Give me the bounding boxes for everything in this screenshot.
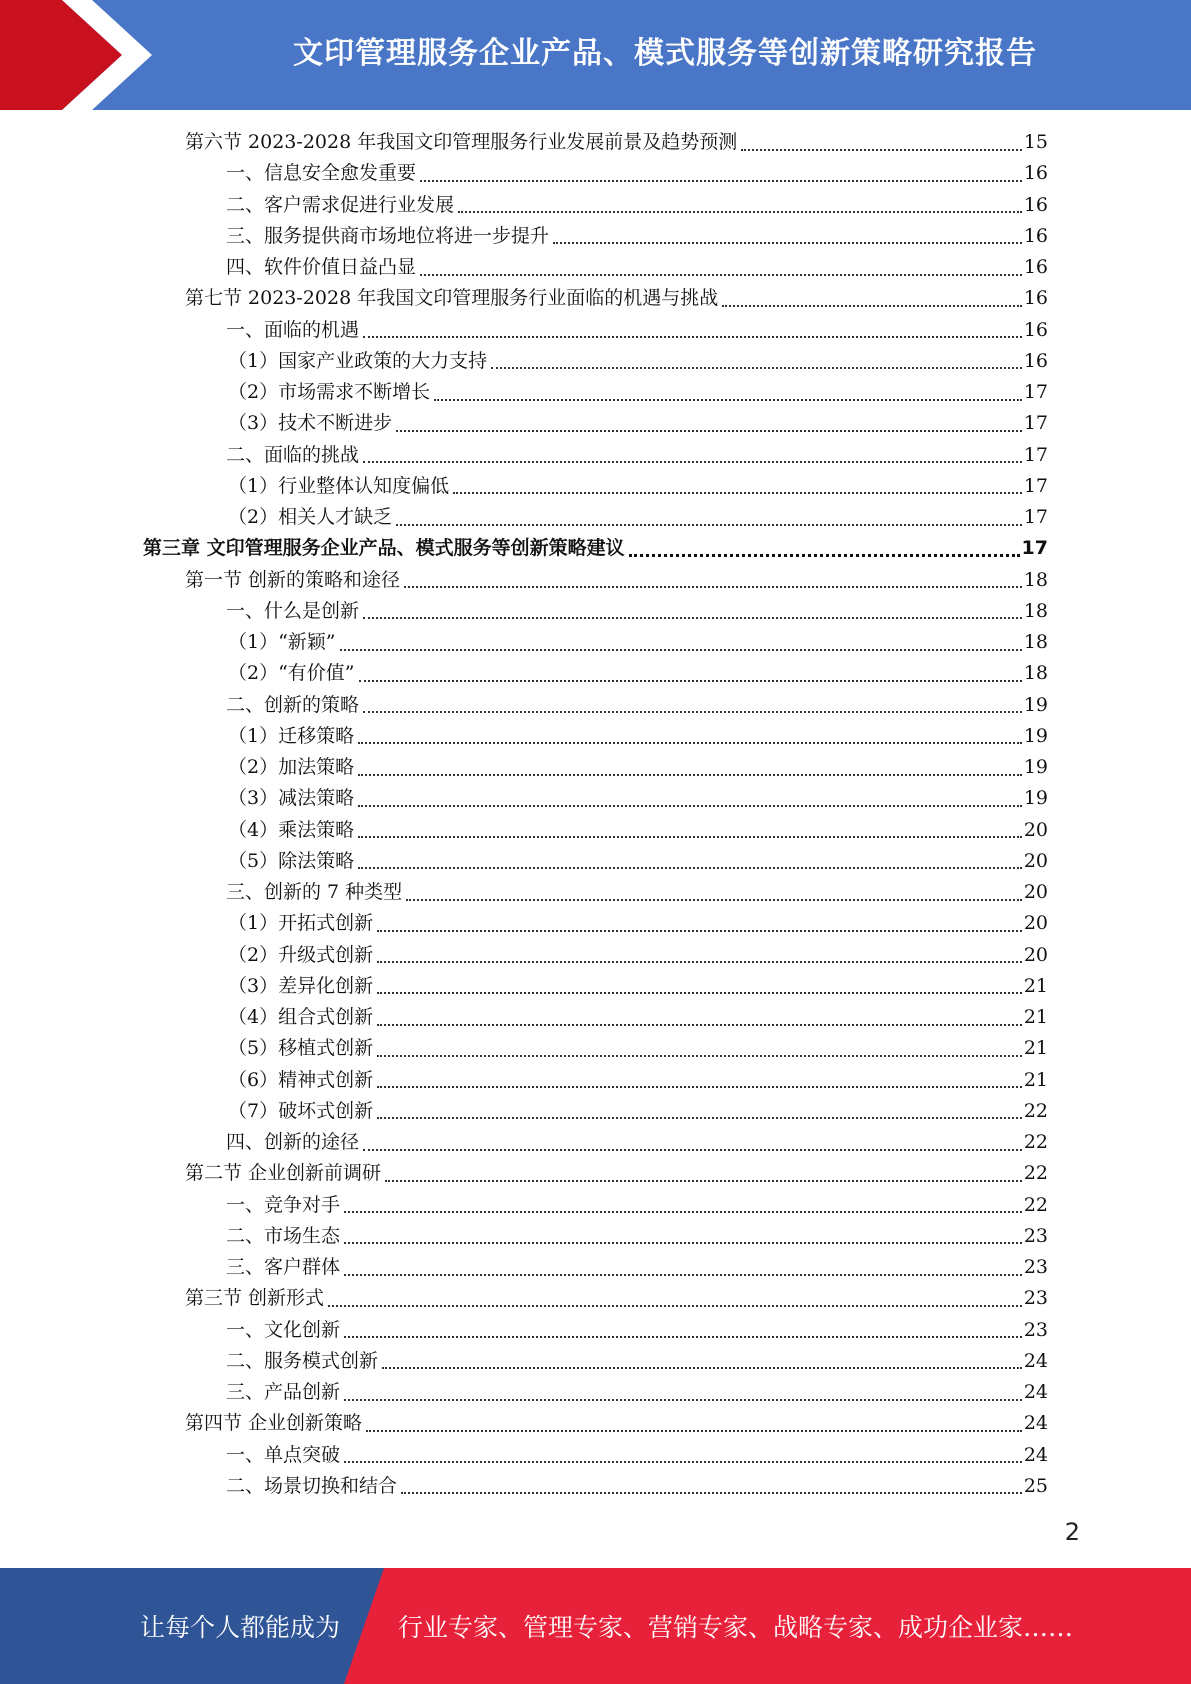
toc-entry-page: 17 xyxy=(1023,443,1048,466)
toc-entry[interactable] xyxy=(226,1471,1048,1502)
toc-entry-label: （1）行业整体认知度偏低 xyxy=(228,474,450,497)
toc-entry-label: 二、客户需求促进行业发展 xyxy=(226,193,455,216)
toc-leader-dots xyxy=(404,586,1022,588)
toc-entry-page: 22 xyxy=(1023,1193,1048,1216)
toc-entry[interactable] xyxy=(228,408,1048,439)
toc-leader-dots xyxy=(344,1399,1022,1401)
toc-entry[interactable] xyxy=(228,658,1048,689)
toc-leader-dots xyxy=(358,836,1022,838)
toc-entry-page: 22 xyxy=(1023,1162,1048,1185)
toc-entry[interactable] xyxy=(226,690,1048,721)
toc-entry[interactable] xyxy=(185,1283,1048,1314)
toc-leader-dots xyxy=(377,1055,1022,1057)
toc-entry-page: 19 xyxy=(1023,693,1048,716)
toc-leader-dots xyxy=(344,1461,1022,1463)
toc-leader-dots xyxy=(363,461,1022,463)
toc-leader-dots xyxy=(741,149,1022,151)
toc-entry-page: 20 xyxy=(1023,943,1048,966)
toc-entry-page: 16 xyxy=(1023,224,1048,247)
toc-entry[interactable] xyxy=(228,815,1048,846)
toc-entry-label: 第三节 创新形式 xyxy=(185,1287,325,1310)
toc-entry-page: 20 xyxy=(1023,912,1048,935)
toc-leader-dots xyxy=(553,242,1022,244)
toc-entry-label: （1）“新颖” xyxy=(228,631,336,653)
toc-entry-label: （5）除法策略 xyxy=(228,849,355,872)
toc-chapter-entry[interactable] xyxy=(143,533,1048,564)
toc-entry-page: 23 xyxy=(1023,1287,1048,1310)
toc-leader-dots xyxy=(458,211,1022,213)
toc-entry-label: 四、软件价值日益凸显 xyxy=(226,256,417,278)
toc-entry-label: （1）国家产业政策的大力支持 xyxy=(228,349,488,372)
toc-leader-dots xyxy=(396,430,1022,432)
toc-entry-page: 22 xyxy=(1023,1131,1048,1153)
toc-entry-page: 19 xyxy=(1023,787,1048,810)
toc-leader-dots xyxy=(377,1086,1022,1088)
toc-entry-label: （4）乘法策略 xyxy=(228,818,355,841)
toc-entry[interactable] xyxy=(226,158,1048,189)
toc-entry[interactable] xyxy=(226,1346,1048,1377)
toc-entry[interactable] xyxy=(228,502,1048,533)
toc-entry-page: 18 xyxy=(1023,631,1048,653)
toc-leader-dots xyxy=(344,1274,1022,1276)
toc-entry[interactable] xyxy=(185,565,1048,596)
toc-entry-page: 19 xyxy=(1023,756,1048,778)
toc-entry[interactable] xyxy=(228,940,1048,971)
toc-leader-dots xyxy=(377,930,1022,932)
page-number: 2 xyxy=(1064,1518,1080,1546)
toc-entry-page: 17 xyxy=(1023,381,1048,403)
toc-entry[interactable] xyxy=(228,627,1048,658)
toc-leader-dots xyxy=(358,742,1022,744)
toc-entry-page: 21 xyxy=(1023,1068,1048,1091)
toc-entry-label: 二、服务模式创新 xyxy=(226,1349,379,1372)
toc-entry-label: 一、单点突破 xyxy=(226,1443,341,1466)
toc-entry-page: 16 xyxy=(1023,193,1048,216)
toc-entry[interactable] xyxy=(226,1377,1048,1408)
toc-leader-dots xyxy=(396,524,1022,526)
toc-entry[interactable] xyxy=(228,1033,1048,1064)
toc-entry-label: （2）加法策略 xyxy=(228,756,355,778)
toc-leader-dots xyxy=(401,1492,1022,1494)
toc-entry-page: 24 xyxy=(1023,1349,1048,1372)
toc-leader-dots xyxy=(382,1367,1022,1369)
toc-entry-label: 第二节 企业创新前调研 xyxy=(185,1162,382,1185)
toc-entry-page: 16 xyxy=(1023,318,1048,341)
toc-entry-page: 21 xyxy=(1023,1006,1048,1028)
footer-slogan-left: 让每个人都能成为 xyxy=(140,1613,341,1642)
toc-leader-dots xyxy=(344,1242,1022,1244)
toc-leader-dots xyxy=(363,1149,1022,1151)
footer-slogan-right: 行业专家、管理专家、营销专家、战略专家、成功企业家…… xyxy=(398,1613,1074,1642)
toc-leader-dots xyxy=(377,1117,1022,1119)
toc-leader-dots xyxy=(491,367,1022,369)
toc-leader-dots xyxy=(358,774,1022,776)
toc-entry-page: 17 xyxy=(1023,506,1048,528)
header-banner xyxy=(0,0,1191,110)
toc-entry-page: 23 xyxy=(1023,1224,1048,1247)
toc-entry-label: 一、什么是创新 xyxy=(226,599,360,622)
toc-entry-page: 17 xyxy=(1023,412,1048,435)
toc-leader-dots xyxy=(377,1024,1022,1026)
toc-entry-label: 第一节 创新的策略和途径 xyxy=(185,568,401,591)
toc-leader-dots xyxy=(344,1336,1022,1338)
toc-leader-dots xyxy=(453,492,1022,494)
toc-entry-label: （2）“有价值” xyxy=(228,662,355,685)
toc-entry[interactable] xyxy=(185,1408,1048,1439)
toc-entry[interactable] xyxy=(228,908,1048,939)
toc-entry-page: 21 xyxy=(1023,974,1048,997)
toc-entry[interactable] xyxy=(226,440,1048,471)
toc-entry[interactable] xyxy=(226,1190,1048,1221)
toc-entry-label: 第七节 2023-2028 年我国文印管理服务行业面临的机遇与挑战 xyxy=(185,287,719,310)
footer-banner xyxy=(0,1568,1191,1684)
toc-entry[interactable] xyxy=(185,127,1048,158)
toc-entry-page: 24 xyxy=(1023,1412,1048,1435)
toc-entry-label: 一、面临的机遇 xyxy=(226,318,360,341)
toc-leader-dots xyxy=(420,274,1022,276)
toc-entry-label: 三、服务提供商市场地位将进一步提升 xyxy=(226,224,550,247)
toc-entry-label: 三、创新的 7 种类型 xyxy=(226,881,403,903)
toc-entry-label: 一、信息安全愈发重要 xyxy=(226,162,417,185)
toc-entry-page: 15 xyxy=(1023,131,1048,153)
toc-leader-dots xyxy=(377,961,1022,963)
toc-entry-label: （5）移植式创新 xyxy=(228,1037,374,1060)
toc-entry-label: 二、场景切换和结合 xyxy=(226,1474,398,1497)
toc-entry-page: 16 xyxy=(1023,256,1048,278)
toc-entry[interactable] xyxy=(226,596,1048,627)
toc-entry-label: 三、产品创新 xyxy=(226,1381,341,1403)
toc-entry-label: 第六节 2023-2028 年我国文印管理服务行业发展前景及趋势预测 xyxy=(185,131,738,153)
toc-leader-dots xyxy=(629,554,1020,557)
toc-leader-dots xyxy=(363,336,1022,338)
toc-entry-label: 三、客户群体 xyxy=(226,1256,341,1278)
toc-leader-dots xyxy=(377,992,1022,994)
toc-leader-dots xyxy=(358,867,1022,869)
toc-entry-page: 18 xyxy=(1023,568,1048,591)
toc-entry-label: （1）迁移策略 xyxy=(228,724,355,747)
toc-entry-label: （2）升级式创新 xyxy=(228,943,374,966)
toc-entry-page: 20 xyxy=(1023,849,1048,872)
report-title: 文印管理服务企业产品、模式服务等创新策略研究报告 xyxy=(293,36,1037,71)
toc-leader-dots xyxy=(363,617,1022,619)
toc-entry[interactable] xyxy=(226,315,1048,346)
toc-entry[interactable] xyxy=(226,877,1048,908)
toc-entry-label: （1）开拓式创新 xyxy=(228,912,374,935)
toc-leader-dots xyxy=(385,1180,1022,1182)
toc-entry[interactable] xyxy=(228,1065,1048,1096)
toc-entry-page: 20 xyxy=(1023,818,1048,841)
toc-leader-dots xyxy=(358,805,1022,807)
toc-entry-label: （2）相关人才缺乏 xyxy=(228,506,393,528)
toc-leader-dots xyxy=(363,711,1022,713)
toc-entry[interactable] xyxy=(228,471,1048,502)
toc-entry-label: 第三章 文印管理服务企业产品、模式服务等创新策略建议 xyxy=(143,537,625,560)
toc-entry[interactable] xyxy=(185,1158,1048,1189)
toc-leader-dots xyxy=(359,680,1022,682)
toc-entry-label: 二、市场生态 xyxy=(226,1224,341,1247)
toc-entry-label: 第四节 企业创新策略 xyxy=(185,1412,363,1435)
toc-entry[interactable] xyxy=(226,190,1048,221)
toc-entry[interactable] xyxy=(226,1221,1048,1252)
toc-entry-page: 23 xyxy=(1023,1318,1048,1341)
toc-entry-page: 16 xyxy=(1023,162,1048,185)
toc-entry-page: 21 xyxy=(1023,1037,1048,1060)
toc-entry[interactable] xyxy=(226,221,1048,252)
toc-entry[interactable] xyxy=(228,1096,1048,1127)
toc-entry-page: 16 xyxy=(1023,287,1048,310)
toc-entry[interactable] xyxy=(228,752,1048,783)
toc-entry[interactable] xyxy=(226,1440,1048,1471)
toc-entry-page: 16 xyxy=(1023,349,1048,372)
toc-leader-dots xyxy=(340,649,1022,651)
toc-entry[interactable] xyxy=(228,346,1048,377)
toc-entry-page: 17 xyxy=(1023,474,1048,497)
toc-leader-dots xyxy=(366,1430,1022,1432)
toc-entry-label: （6）精神式创新 xyxy=(228,1068,374,1091)
toc-entry-page: 24 xyxy=(1023,1443,1048,1466)
toc-entry[interactable] xyxy=(228,721,1048,752)
toc-entry-label: （4）组合式创新 xyxy=(228,1006,374,1028)
toc-entry-page: 17 xyxy=(1021,537,1048,560)
toc-entry-page: 23 xyxy=(1023,1256,1048,1278)
toc-entry-label: （3）技术不断进步 xyxy=(228,412,393,435)
toc-leader-dots xyxy=(328,1305,1022,1307)
toc-entry-label: 一、文化创新 xyxy=(226,1318,341,1341)
toc-entry-page: 25 xyxy=(1023,1474,1048,1497)
toc-entry[interactable] xyxy=(226,1127,1048,1158)
toc-leader-dots xyxy=(406,899,1022,901)
toc-entry-label: （7）破坏式创新 xyxy=(228,1099,374,1122)
toc-entry-label: （2）市场需求不断增长 xyxy=(228,381,431,403)
toc-entry[interactable] xyxy=(228,377,1048,408)
toc-entry-page: 22 xyxy=(1023,1099,1048,1122)
toc-entry-page: 20 xyxy=(1023,881,1048,903)
toc-leader-dots xyxy=(344,1211,1022,1213)
toc-entry-label: （3）差异化创新 xyxy=(228,974,374,997)
toc-entry-label: 二、面临的挑战 xyxy=(226,443,360,466)
toc-entry-label: （3）减法策略 xyxy=(228,787,355,810)
toc-entry-label: 一、竞争对手 xyxy=(226,1193,341,1216)
toc-entry[interactable] xyxy=(228,846,1048,877)
toc-entry[interactable] xyxy=(226,1252,1048,1283)
toc-entry-page: 18 xyxy=(1023,662,1048,685)
toc-leader-dots xyxy=(722,305,1022,307)
toc-entry[interactable] xyxy=(185,283,1048,314)
toc-leader-dots xyxy=(434,399,1022,401)
toc-entry-label: 二、创新的策略 xyxy=(226,693,360,716)
toc-entry[interactable] xyxy=(228,1002,1048,1033)
toc-entry[interactable] xyxy=(226,252,1048,283)
toc-entry-page: 18 xyxy=(1023,599,1048,622)
toc-entry-label: 四、创新的途径 xyxy=(226,1131,360,1153)
toc-entry-page: 24 xyxy=(1023,1381,1048,1403)
toc-leader-dots xyxy=(420,180,1022,182)
toc-entry[interactable] xyxy=(228,971,1048,1002)
toc-entry-page: 19 xyxy=(1023,724,1048,747)
toc-entry[interactable] xyxy=(228,783,1048,814)
toc-entry[interactable] xyxy=(226,1315,1048,1346)
